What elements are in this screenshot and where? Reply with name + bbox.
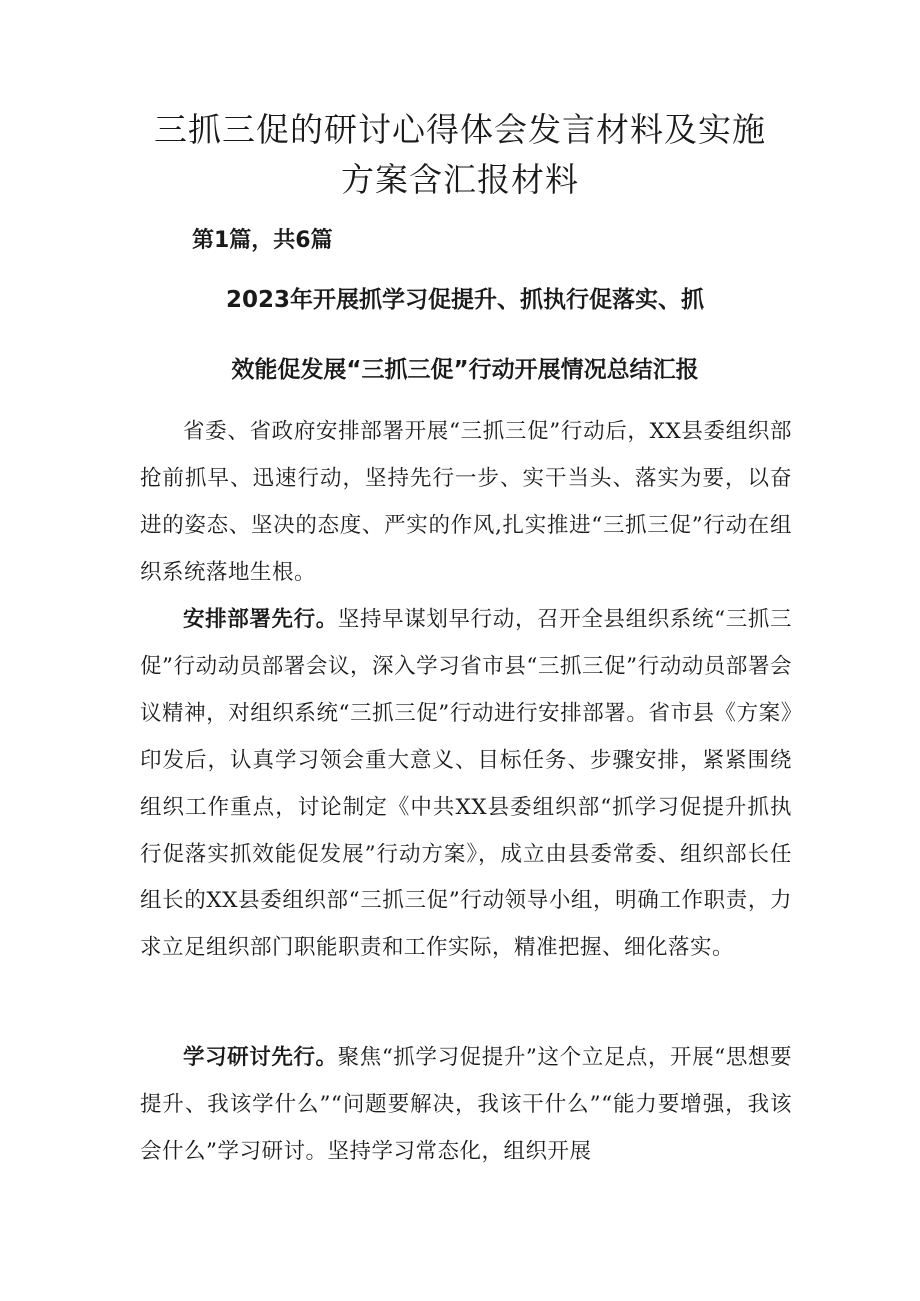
paragraph-text: 聚焦“抓学习促提升”这个立足点，开展“思想要提升、我该学什么”“问题要解决，我该干什么”“能力要增强，我该会什么”学习研讨。坚持学习常态化，组织开展 — [140, 1045, 792, 1164]
document-title-line-2: 方案含汇报材料 — [341, 160, 579, 199]
paragraph-text: 坚持早谋划早行动，召开全县组织系统“三抓三促”行动动员部署会议，深入学习省市县“三抓三促”行动动员部署会议精神，对组织系统“三抓三促”行动进行安排部署。省市县《方案》印发后，认真学习领会重大意义、目标任务、步骤安排，紧紧围绕组织工作重点，讨论制定《中共XX县委组织部“抓学习促提升抓执行促落实抓效能促发展”行动方案》，成立由县委常委、组织部长任组长的XX县委组织部“三抓三促”行动领导小组，明确工作职责，力求立足组织部门职能职责和工作实际，精准把握、细化落实。 — [140, 607, 792, 961]
subtitle-line-2: 效能促发展“三抓三促”行动开展情况总结汇报 — [231, 357, 699, 383]
part-label: 第1篇，共6篇 — [192, 228, 333, 253]
paragraph-lead: 安排部署先行。 — [183, 607, 338, 632]
paragraph-deployment — [140, 597, 792, 972]
paragraph-study — [140, 1035, 792, 1176]
paragraph-lead: 学习研讨先行。 — [183, 1045, 338, 1070]
paragraph-intro — [140, 409, 792, 597]
paragraph-text: 省委、省政府安排部署开展“三抓三促”行动后，XX县委组织部抢前抓早、迅速行动，坚持先行一步、实干当头、落实为要，以奋进的姿态、坚决的态度、严实的作风,扎实推进“三抓三促”行动在组织系统落地生根。 — [140, 419, 792, 585]
subtitle-line-1: 2023年开展抓学习促提升、抓执行促落实、抓 — [225, 287, 704, 313]
document-title-line-1: 三抓三促的研讨心得体会发言材料及实施 — [154, 110, 766, 149]
